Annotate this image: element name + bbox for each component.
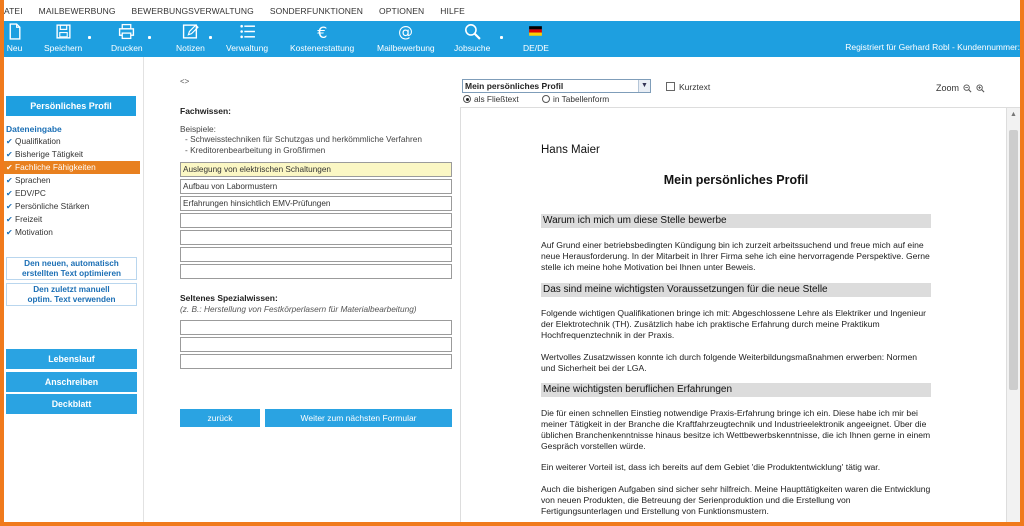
back-button[interactable]: zurück xyxy=(180,409,260,427)
section-select-value: Mein persönliches Profil xyxy=(465,81,564,91)
reimbursement-button[interactable] xyxy=(290,21,354,57)
sidebar-item-label: Bisherige Tätigkeit xyxy=(15,149,84,159)
paragraph-4: Die für einen schnellen Einstieg notwendige Praxis-Erfahrung bringe ich ein. Diese habe ich mir bei meiner Tätigkeit in der Branche die Kraftfahrzeugtechnik und Industrieelektronik angeeignet. Über die üblichen Branchenkenntnisse hinaus besitze ich Wettbewerbskenntnisse, die ich Ihnen gerne in einem Gespräch vorstellen würde. xyxy=(541,408,931,451)
manual-line-2: optim. Text verwenden xyxy=(27,294,116,304)
applicant-name: Hans Maier xyxy=(541,144,600,156)
notes-label: Notizen xyxy=(176,43,205,53)
paragraph-1: Auf Grund einer betriebsbedingten Kündigung bin ich zurzeit arbeitssuchend und freue mich auf eine neue Herausforderung. In der Mitarbeit in Ihrer Firma sehe ich eine hervorragende Perspektive. Gerne stelle ich meine hohe Motivation bei Ihnen unter Beweis. xyxy=(541,240,930,272)
scroll-up-icon[interactable]: ▲ xyxy=(1010,111,1017,118)
german-flag-icon xyxy=(527,23,544,40)
svg-text:€: € xyxy=(316,23,327,40)
sidebar-item-label: Qualifikation xyxy=(15,136,61,146)
cover-sheet-button[interactable]: Deckblatt xyxy=(6,394,137,414)
new-label: Neu xyxy=(6,43,23,53)
paragraph-3: Wertvolles Zusatzwissen konnte ich durch folgende Weiterbildungsmaßnahmen erwerben: Normen und Sicherheit bei der LGA. xyxy=(541,352,918,373)
menu-bar xyxy=(4,0,1020,21)
checkmark-icon: ✔ xyxy=(6,228,13,237)
sidebar-item-qualifikation[interactable] xyxy=(4,135,140,148)
svg-text:@: @ xyxy=(398,23,414,40)
zoom-in-icon[interactable] xyxy=(976,84,985,93)
scroll-thumb[interactable] xyxy=(1009,130,1018,390)
expertise-field-7[interactable] xyxy=(180,264,452,279)
at-sign-icon xyxy=(397,23,414,40)
zoom-controls xyxy=(936,83,985,93)
use-manual-text-button[interactable] xyxy=(6,283,137,306)
special-field-2[interactable] xyxy=(180,337,452,352)
checkmark-icon: ✔ xyxy=(6,163,13,172)
expertise-field-5[interactable] xyxy=(180,230,452,245)
paragraph-2: Folgende wichtigen Qualifikationen bringe ich mit: Abgeschlossene Lehre als Elektriker und Ingenieur der Elektrotechnik (TH). Zusätzlich habe ich praktische Erfahrung durch meine Praktikum Hochfrequenztechnik in der Praxis. xyxy=(541,308,927,340)
manual-line-1: Den zuletzt manuell xyxy=(33,284,110,294)
menu-mailbewerbung[interactable]: MAILBEWERBUNG xyxy=(38,5,116,16)
expertise-field-1[interactable]: Auslegung von elektrischen Schaltungen xyxy=(180,162,452,177)
search-icon xyxy=(464,23,481,40)
sidebar-item-label: Motivation xyxy=(15,227,53,237)
paragraph-5: Ein weiterer Vorteil ist, dass ich bereits auf dem Gebiet 'die Produktentwicklung' tätig war. xyxy=(541,462,881,472)
save-label: Speichern xyxy=(44,43,83,53)
menu-hilfe[interactable]: HILFE xyxy=(440,5,465,16)
continuous-text-label: als Fließtext xyxy=(474,94,519,104)
optimize-text-button[interactable] xyxy=(6,257,137,280)
checkmark-icon: ✔ xyxy=(6,137,13,146)
sidebar-item-edv-pc[interactable] xyxy=(4,187,140,200)
continuous-text-radio[interactable] xyxy=(463,95,471,103)
document-preview xyxy=(460,107,1020,522)
code-marker: <> xyxy=(180,77,190,86)
print-button[interactable] xyxy=(111,21,143,57)
zoom-label: Zoom xyxy=(936,83,960,93)
table-form-radio[interactable] xyxy=(542,95,550,103)
sidebar-item-freizeit[interactable] xyxy=(4,213,140,226)
special-field-1[interactable] xyxy=(180,320,452,335)
preview-controls xyxy=(460,57,1020,107)
notes-dropdown-dot[interactable] xyxy=(209,36,212,39)
sidebar-item-label: Fachliche Fähigkeiten xyxy=(15,162,96,172)
data-entry-heading: Dateneingabe xyxy=(6,124,62,134)
checkmark-icon: ✔ xyxy=(6,150,13,159)
special-knowledge-label: Seltenes Spezialwissen: xyxy=(180,293,278,303)
new-button[interactable] xyxy=(6,21,23,57)
mail-application-button[interactable] xyxy=(377,21,435,57)
short-text-label: Kurztext xyxy=(679,82,711,92)
application-window xyxy=(4,0,1020,522)
left-sidebar xyxy=(4,57,144,522)
special-knowledge-hint: (z. B.: Herstellung von Festkörperlasern für Materialbearbeitung) xyxy=(180,304,417,314)
euro-icon xyxy=(314,23,331,40)
language-button[interactable] xyxy=(523,21,549,57)
sidebar-item-motivation[interactable] xyxy=(4,226,140,239)
zoom-out-icon[interactable] xyxy=(963,84,972,93)
optimize-text-label xyxy=(22,259,121,279)
sidebar-item-persoenliche-staerken[interactable] xyxy=(4,200,140,213)
printer-icon xyxy=(118,23,135,40)
personal-profile-button[interactable]: Persönliches Profil xyxy=(6,96,136,116)
chevron-down-icon[interactable]: ▼ xyxy=(638,80,650,92)
optimize-line-2: erstellten Text optimieren xyxy=(21,268,122,278)
expertise-label: Fachwissen: xyxy=(180,106,232,116)
mail-application-label: Mailbewerbung xyxy=(377,43,435,53)
menu-bewerbungsverwaltung[interactable]: BEWERBUNGSVERWALTUNG xyxy=(131,5,254,16)
job-search-button[interactable] xyxy=(454,21,490,57)
section-heading-3: Meine wichtigsten beruflichen Erfahrungen xyxy=(541,383,931,397)
next-form-button[interactable]: Weiter zum nächsten Formular xyxy=(265,409,452,427)
short-text-checkbox[interactable] xyxy=(666,82,675,91)
document-scrollbar[interactable] xyxy=(1006,108,1020,522)
sidebar-item-sprachen[interactable] xyxy=(4,174,140,187)
sidebar-item-label: EDV/PC xyxy=(15,188,46,198)
language-label: DE/DE xyxy=(523,43,549,53)
checkmark-icon: ✔ xyxy=(6,176,13,185)
special-field-3[interactable] xyxy=(180,354,452,369)
job-search-dropdown-dot[interactable] xyxy=(500,36,503,39)
cover-letter-button[interactable]: Anschreiben xyxy=(6,372,137,392)
administration-button[interactable] xyxy=(226,21,268,57)
save-icon xyxy=(55,23,72,40)
optimize-line-1: Den neuen, automatisch xyxy=(24,258,119,268)
sidebar-item-bisherige-taetigkeit[interactable] xyxy=(4,148,140,161)
print-dropdown-dot[interactable] xyxy=(148,36,151,39)
expertise-field-3[interactable]: Erfahrungen hinsichtlich EMV-Prüfungen xyxy=(180,196,452,211)
list-icon xyxy=(239,23,256,40)
sidebar-item-fachliche-faehigkeiten[interactable] xyxy=(4,161,140,174)
paragraph-6: Auch die bisherigen Aufgaben sind sicher sehr hilfreich. Meine Haupttätigkeiten waren die Entwicklung von neuen Produkten, die Betreuung der Serienproduktion und die Erstellung von Fertigungsunterlagen und Erstellung von Funktionsmustern. xyxy=(541,484,931,516)
checkmark-icon: ✔ xyxy=(6,215,13,224)
save-dropdown-dot[interactable] xyxy=(88,36,91,39)
menu-sonderfunktionen[interactable]: SONDERFUNKTIONEN xyxy=(269,5,364,16)
reimbursement-label: Kostenerstattung xyxy=(290,43,355,53)
save-button[interactable] xyxy=(44,21,82,57)
sidebar-item-label: Persönliche Stärken xyxy=(15,201,90,211)
print-label: Drucken xyxy=(111,43,143,53)
example-1: - Schweisstechniken für Schutzgas und herkömmliche Verfahren xyxy=(185,134,423,144)
job-search-label: Jobsuche xyxy=(454,43,491,53)
menu-optionen[interactable]: OPTIONEN xyxy=(379,5,425,16)
section-heading-1: Warum ich mich um diese Stelle bewerbe xyxy=(541,214,931,228)
notes-button[interactable] xyxy=(176,21,205,57)
notes-icon xyxy=(182,23,199,40)
sidebar-item-label: Sprachen xyxy=(15,175,51,185)
section-select[interactable] xyxy=(462,79,651,93)
administration-label: Verwaltung xyxy=(226,43,269,53)
checkmark-icon: ✔ xyxy=(6,202,13,211)
examples-label: Beispiele: xyxy=(180,124,216,134)
expertise-field-6[interactable] xyxy=(180,247,452,262)
data-entry-list xyxy=(4,135,140,239)
example-2: - Kreditorenbearbeitung in Großfirmen xyxy=(185,145,326,155)
expertise-field-2[interactable]: Aufbau von Labormustern xyxy=(180,179,452,194)
expertise-field-4[interactable] xyxy=(180,213,452,228)
skills-form xyxy=(145,57,460,522)
section-heading-2: Das sind meine wichtigsten Voraussetzungen für die neue Stelle xyxy=(541,283,931,297)
menu-datei[interactable]: ATEI xyxy=(4,5,23,16)
use-manual-text-label xyxy=(27,285,115,305)
cv-button[interactable]: Lebenslauf xyxy=(6,349,137,369)
checkmark-icon: ✔ xyxy=(6,189,13,198)
toolbar xyxy=(4,21,1020,57)
document-title: Mein persönliches Profil xyxy=(663,173,809,187)
new-document-icon xyxy=(6,23,23,40)
sidebar-item-label: Freizeit xyxy=(15,214,43,224)
table-form-label: in Tabellenform xyxy=(553,94,610,104)
registration-info: Registriert für Gerhard Robl - Kundennummer: xyxy=(845,42,1020,52)
